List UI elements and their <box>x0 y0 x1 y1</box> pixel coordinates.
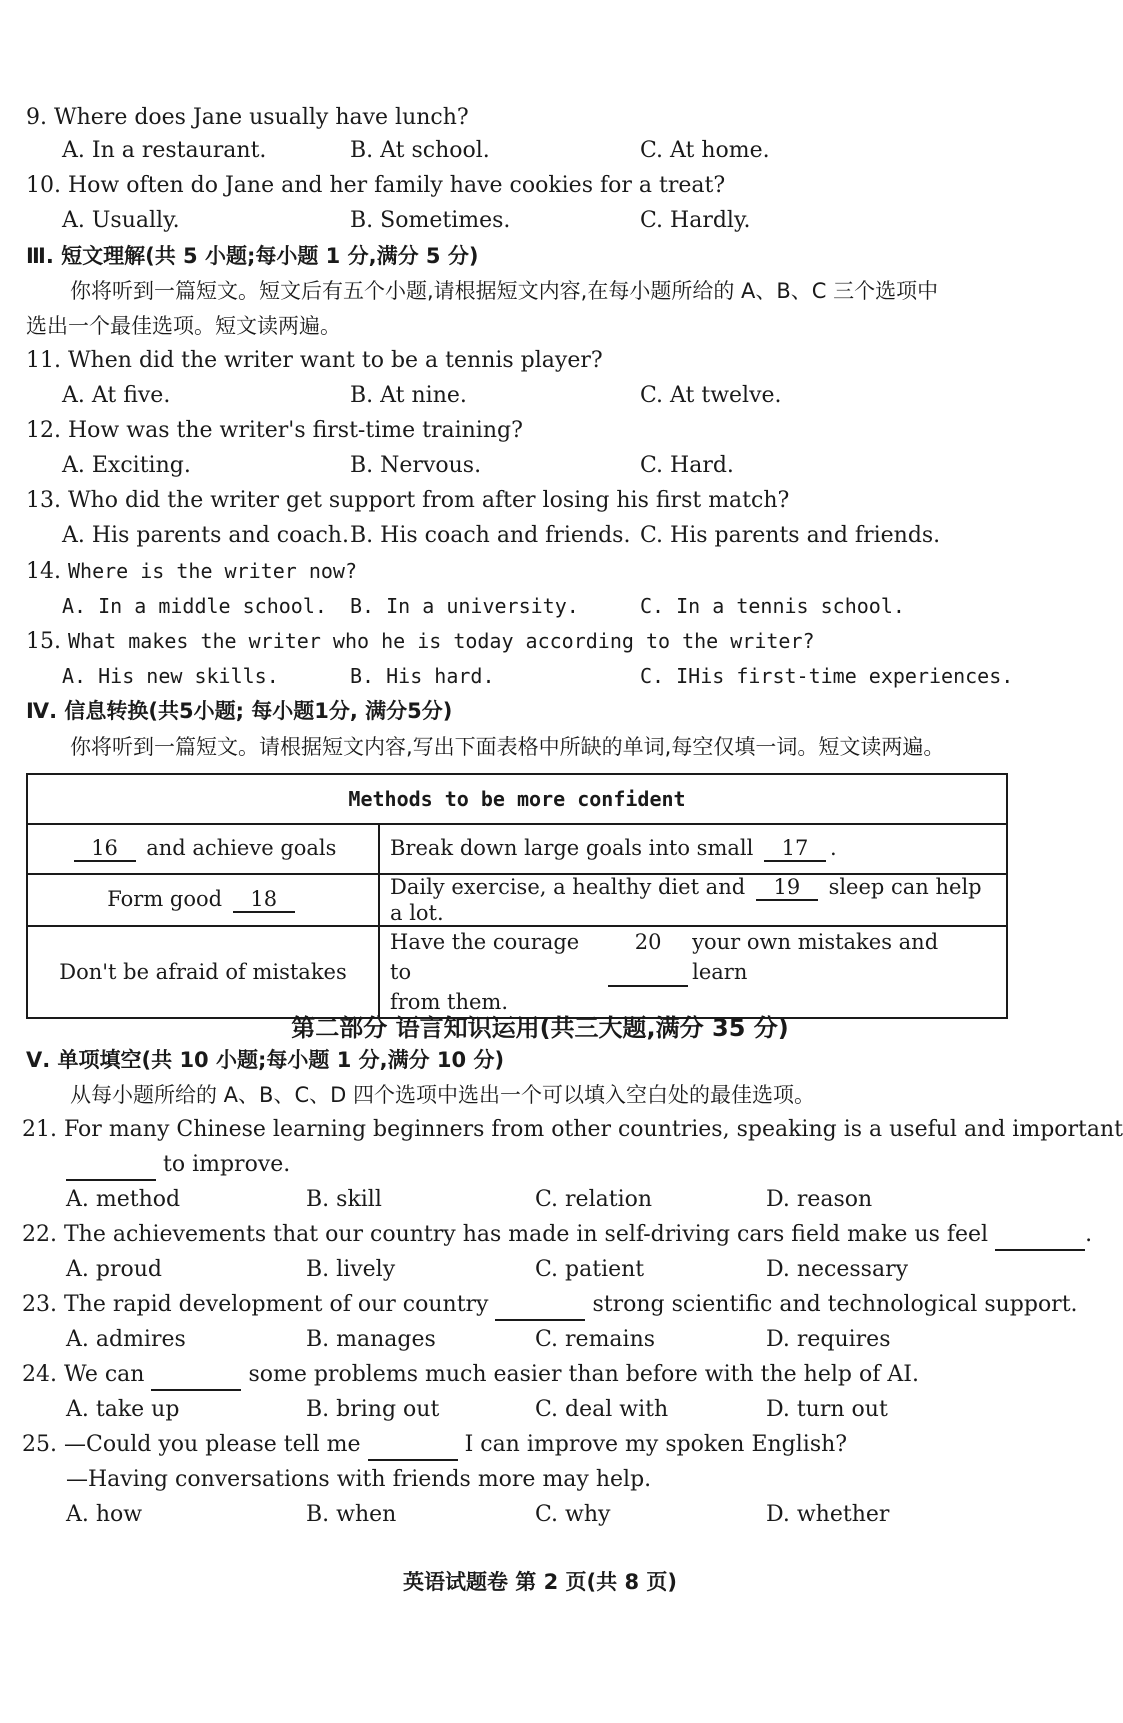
cell-text: and achieve goals <box>146 836 337 860</box>
question-text: The rapid development of our country <box>64 1292 489 1317</box>
answer-blank[interactable] <box>66 1151 156 1181</box>
answer-blank-16[interactable]: 16 <box>74 836 136 862</box>
answer-blank-19[interactable]: 19 <box>756 875 818 901</box>
option-b: B. bring out <box>306 1397 440 1422</box>
question-number: 22. <box>22 1222 57 1247</box>
option-b: B. His coach and friends. <box>350 523 631 548</box>
question-text: How often do Jane and her family have cookies for a treat? <box>68 173 726 198</box>
option-c: C. At twelve. <box>640 383 782 408</box>
option-c: C. Hardly. <box>640 208 751 233</box>
option-a: A. method <box>66 1187 181 1212</box>
question-number: 21. <box>22 1117 57 1142</box>
option-c: C. why <box>535 1502 611 1527</box>
option-c: C. In a tennis school. <box>640 594 905 618</box>
section-4-instructions: 你将听到一篇短文。请根据短文内容,写出下面表格中所缺的单词,每空仅填一词。短文读两遍。 <box>70 735 945 759</box>
info-table <box>26 773 1008 1019</box>
question-text: Who did the writer get support from after losing his first match? <box>68 488 790 513</box>
section-4-heading: Ⅳ. 信息转换(共5小题; 每小题1分, 满分5分) <box>26 699 453 723</box>
table-cell: Break down large goals into small 17 . <box>379 824 1007 874</box>
option-a: A. admires <box>66 1327 186 1352</box>
option-c: C. His parents and friends. <box>640 523 941 548</box>
option-c: C. remains <box>535 1327 656 1352</box>
option-a: A. His new skills. <box>62 664 279 688</box>
option-d: D. turn out <box>766 1397 888 1422</box>
question-number: 23. <box>22 1292 57 1317</box>
answer-blank-18[interactable]: 18 <box>233 887 295 913</box>
option-c: C. patient <box>535 1257 645 1282</box>
option-b: B. At nine. <box>350 383 467 408</box>
section-3-instructions: 你将听到一篇短文。短文后有五个小题,请根据短文内容,在每小题所给的 A、B、C 三个选项中 <box>70 279 939 303</box>
option-a: A. Usually. <box>62 208 180 233</box>
table-cell <box>27 824 379 874</box>
option-b: B. Sometimes. <box>350 208 511 233</box>
question-24 <box>22 1361 919 1391</box>
question-number: 15. <box>26 629 61 654</box>
cell-text: Break down large goals into small <box>390 836 754 860</box>
page-footer: 英语试题卷 第 2 页(共 8 页) <box>403 1570 677 1594</box>
cell-text: sleep can help a lot. <box>390 875 982 925</box>
question-number: 24. <box>22 1362 57 1387</box>
option-d: D. requires <box>766 1327 891 1352</box>
option-a: A. how <box>66 1502 143 1527</box>
question-21-cont <box>66 1151 290 1181</box>
question-number: 10. <box>26 173 61 198</box>
question-number: 9. <box>26 105 47 130</box>
question-25 <box>22 1431 847 1461</box>
option-d: D. whether <box>766 1502 890 1527</box>
question-10 <box>26 172 725 200</box>
answer-blank[interactable] <box>995 1221 1085 1251</box>
question-23 <box>22 1291 1078 1321</box>
table-title: Methods to be more confident <box>27 774 1007 824</box>
option-c: C. relation <box>535 1187 653 1212</box>
question-text: I can improve my spoken English? <box>464 1432 848 1457</box>
option-c: C. IHis first-time experiences. <box>640 664 1014 688</box>
question-text: —Could you please tell me <box>64 1432 361 1457</box>
question-text: When did the writer want to be a tennis player? <box>68 348 603 373</box>
option-a: A. take up <box>66 1397 180 1422</box>
table-cell <box>27 874 379 926</box>
table-cell <box>379 874 1007 926</box>
question-12 <box>26 417 523 445</box>
question-14 <box>26 557 357 586</box>
cell-text: Form good <box>107 887 223 911</box>
table-row <box>27 926 1007 1018</box>
option-b: B. His hard. <box>350 664 495 688</box>
option-a: A. In a restaurant. <box>62 138 267 163</box>
option-a: A. At five. <box>62 383 171 408</box>
answer-blank[interactable] <box>151 1361 241 1391</box>
option-d: D. reason <box>766 1187 873 1212</box>
option-d: D. necessary <box>766 1257 909 1282</box>
option-c: C. deal with <box>535 1397 669 1422</box>
question-text: Where does Jane usually have lunch? <box>54 105 469 130</box>
cell-text: Daily exercise, a healthy diet and <box>390 875 746 899</box>
question-9 <box>26 104 469 132</box>
option-b: B. lively <box>306 1257 396 1282</box>
question-text: some problems much easier than before with the help of AI. <box>248 1362 919 1387</box>
option-b: B. manages <box>306 1327 436 1352</box>
option-b: B. Nervous. <box>350 453 482 478</box>
question-number: 14. <box>26 559 61 584</box>
answer-blank-17[interactable]: 17 <box>764 836 826 862</box>
question-22: 22. The achievements that our country has made in self-driving cars field make us feel . <box>22 1221 1092 1251</box>
answer-blank[interactable] <box>368 1431 458 1461</box>
question-11 <box>26 347 603 375</box>
option-b: B. skill <box>306 1187 382 1212</box>
question-text: Where is the writer now? <box>68 559 357 583</box>
answer-blank[interactable] <box>495 1291 585 1321</box>
option-c: C. At home. <box>640 138 770 163</box>
table-row <box>27 824 1007 874</box>
question-15 <box>26 627 815 656</box>
question-number: 25. <box>22 1432 57 1457</box>
section-3-heading: Ⅲ. 短文理解(共 5 小题;每小题 1 分,满分 5 分) <box>26 244 479 268</box>
option-a: A. proud <box>66 1257 162 1282</box>
part-2-title: 第二部分 语言知识运用(共三大题,满分 35 分) <box>291 1014 789 1042</box>
question-number: 12. <box>26 418 61 443</box>
question-number: 13. <box>26 488 61 513</box>
question-text: For many Chinese learning beginners from other countries, speaking is a useful and important <box>64 1117 1123 1142</box>
cell-text: Have the courage to <box>390 930 580 984</box>
option-a: A. In a middle school. <box>62 594 327 618</box>
question-13 <box>26 487 789 515</box>
option-b: B. when <box>306 1502 397 1527</box>
table-row <box>27 874 1007 926</box>
table-cell: Don't be afraid of mistakes <box>27 926 379 1018</box>
question-number: 11. <box>26 348 61 373</box>
option-b: B. At school. <box>350 138 490 163</box>
question-text: strong scientific and technological support. <box>592 1292 1078 1317</box>
table-cell <box>379 926 1007 1018</box>
question-text: What makes the writer who he is today according to the writer? <box>68 629 815 653</box>
question-text: The achievements that our country has made in self-driving cars field make us feel <box>64 1222 989 1247</box>
question-text: How was the writer's first-time training? <box>68 418 523 443</box>
option-a: A. Exciting. <box>62 453 191 478</box>
cell-text: from them. <box>390 990 509 1014</box>
option-b: B. In a university. <box>350 594 579 618</box>
section-3-instructions-cont: 选出一个最佳选项。短文读两遍。 <box>26 314 341 338</box>
answer-blank-20[interactable]: 20 <box>608 927 688 987</box>
question-text: We can <box>64 1362 145 1387</box>
question-text: to improve. <box>163 1152 291 1177</box>
option-a: A. His parents and coach. <box>62 523 349 548</box>
question-25-response: —Having conversations with friends more may help. <box>66 1467 652 1492</box>
cell-text: your own mistakes and learn <box>692 930 939 984</box>
option-c: C. Hard. <box>640 453 734 478</box>
question-21 <box>22 1116 1123 1144</box>
section-5-heading: Ⅴ. 单项填空(共 10 小题;每小题 1 分,满分 10 分) <box>26 1048 505 1072</box>
section-5-instructions: 从每小题所给的 A、B、C、D 四个选项中选出一个可以填入空白处的最佳选项。 <box>70 1083 815 1107</box>
